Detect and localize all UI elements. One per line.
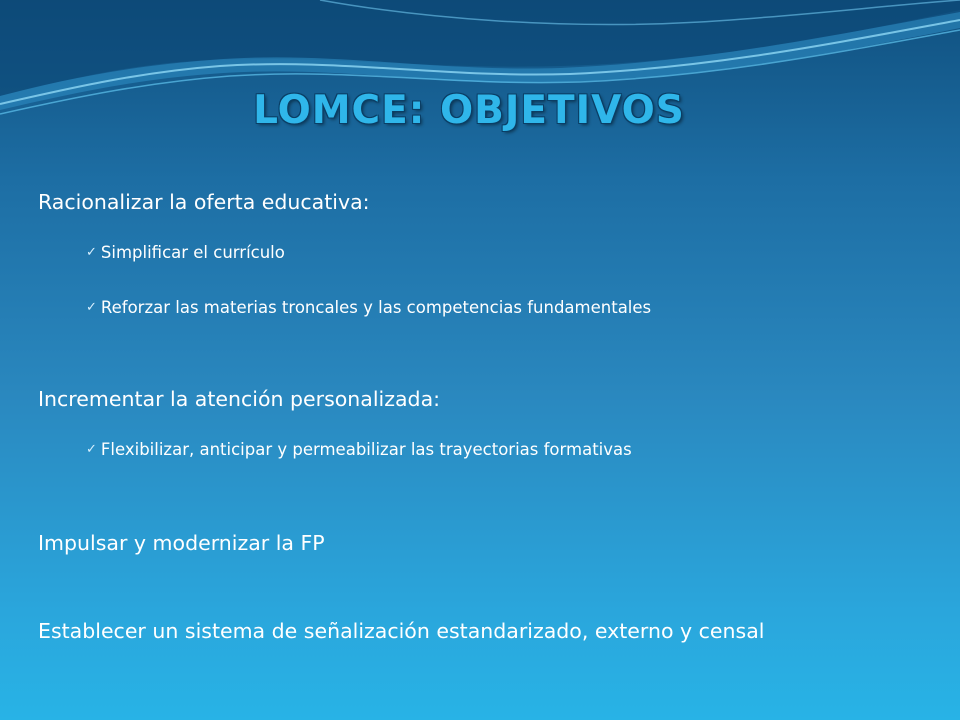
checkmark-icon: ✓ xyxy=(86,245,97,260)
slide-title: LOMCE: OBJETIVOS xyxy=(253,88,685,133)
subbullet-text: Flexibilizar, anticipar y permeabilizar las trayectorias formativas xyxy=(100,440,632,459)
subbullet-flexibilizar xyxy=(86,440,632,459)
subbullet-simplificar xyxy=(86,243,285,262)
subbullet-text: Reforzar las materias troncales y las competencias fundamentales xyxy=(100,298,652,317)
bullet-racionalizar: Racionalizar la oferta educativa: xyxy=(38,190,370,214)
checkmark-icon: ✓ xyxy=(86,300,97,315)
checkmark-icon: ✓ xyxy=(86,442,97,457)
subbullet-reforzar xyxy=(86,298,651,317)
bullet-incrementar: Incrementar la atención personalizada: xyxy=(38,387,441,411)
bullet-establecer: Establecer un sistema de señalización estandarizado, externo y censal xyxy=(38,619,765,643)
subbullet-text: Simplificar el currículo xyxy=(100,243,285,262)
bullet-impulsar: Impulsar y modernizar la FP xyxy=(38,531,325,555)
